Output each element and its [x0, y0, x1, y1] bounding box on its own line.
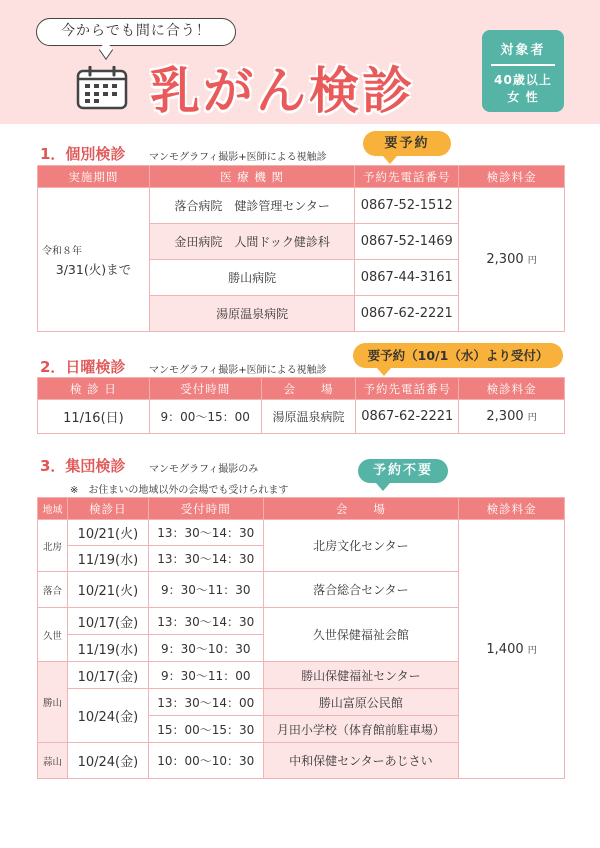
date-cell: 10/21(火) — [67, 520, 148, 546]
col-header: 予約先電話番号 — [355, 166, 459, 188]
tel-cell: 0867-62-2221 — [356, 400, 459, 434]
table-header-row — [38, 378, 565, 400]
section3-subtitle: マンモグラフィ撮影のみ — [149, 464, 259, 475]
period-era: 令和８年 — [42, 245, 82, 257]
col-header: 検診料金 — [459, 498, 565, 520]
fee-value: 1,400 — [486, 641, 524, 657]
time-cell: 13：30～14：30 — [148, 520, 263, 546]
col-header: 検診料金 — [459, 378, 565, 400]
time-cell: 13：30～14：00 — [148, 689, 263, 716]
tel-cell: 0867-62-2221 — [355, 296, 459, 332]
venue-cell: 湯原温泉病院 — [261, 400, 356, 434]
date-cell: 11/19(水) — [67, 546, 148, 572]
time-cell: 9：00～15：00 — [149, 400, 261, 434]
target-label: 対象者 — [500, 43, 546, 58]
section3-table — [37, 497, 565, 779]
badge-tail — [376, 483, 390, 491]
target-age: 40歳以上 — [494, 72, 552, 87]
period-date: 3/31(火)まで — [55, 261, 132, 277]
time-cell: 13：30～14：30 — [148, 546, 263, 572]
org-cell: 落合病院 健診管理センター — [149, 188, 355, 224]
date-cell: 11/16(日) — [38, 400, 150, 434]
table-header-row — [38, 498, 565, 520]
org-cell: 勝山病院 — [149, 260, 355, 296]
section2-subtitle: マンモグラフィ撮影+医師による視触診 — [149, 365, 327, 376]
speech-bubble — [36, 18, 236, 46]
time-cell: 9：30～11：30 — [148, 572, 263, 608]
col-header: 地域 — [38, 498, 68, 520]
date-cell: 10/17(金) — [67, 608, 148, 635]
badge-tail — [383, 156, 397, 164]
venue-cell: 北房文化センター — [263, 520, 459, 572]
section3-title: 3．集団検診 — [40, 457, 126, 475]
yen-unit: 円 — [527, 256, 537, 266]
col-header: 予約先電話番号 — [356, 378, 459, 400]
area-cell: 勝山 — [38, 662, 68, 743]
target-gender: 女 性 — [507, 89, 539, 104]
org-cell: 湯原温泉病院 — [149, 296, 355, 332]
time-cell: 13：30～14：30 — [148, 608, 263, 635]
venue-cell: 勝山富原公民館 — [263, 689, 459, 716]
tel-cell: 0867-52-1512 — [355, 188, 459, 224]
tel-cell: 0867-44-3161 — [355, 260, 459, 296]
col-header: 会 場 — [261, 378, 356, 400]
section2-reserve-badge — [353, 343, 563, 368]
area-cell: 久世 — [38, 608, 68, 662]
table-header-row — [38, 166, 565, 188]
yen-unit: 円 — [527, 645, 537, 656]
section1-reserve-badge — [363, 131, 451, 156]
area-cell: 蒜山 — [38, 743, 68, 779]
section3-badge-text: 予約不要 — [372, 463, 433, 478]
time-cell: 9：30～11：00 — [148, 662, 263, 689]
time-cell: 10：00～10：30 — [148, 743, 263, 779]
section2-title: 2．日曜検診 — [40, 358, 126, 376]
date-cell: 10/17(金) — [67, 662, 148, 689]
section1-subtitle: マンモグラフィ撮影+医師による視触診 — [149, 152, 327, 163]
section1-title: 1．個別検診 — [40, 145, 126, 163]
section1-badge-text: 要予約 — [384, 136, 430, 151]
date-cell: 10/24(金) — [67, 743, 148, 779]
col-header: 実施期間 — [38, 166, 150, 188]
table-row — [38, 400, 565, 434]
date-cell: 10/21(火) — [67, 572, 148, 608]
period-cell — [38, 188, 150, 332]
area-cell: 北房 — [38, 520, 68, 572]
target-divider — [491, 64, 555, 66]
date-cell: 11/19(水) — [67, 635, 148, 662]
calendar-icon — [76, 66, 128, 110]
table-row — [38, 520, 565, 546]
yen-unit: 円 — [527, 413, 537, 423]
col-header: 検診日 — [67, 498, 148, 520]
section2-table — [37, 377, 565, 434]
area-cell: 落合 — [38, 572, 68, 608]
col-header: 受付時間 — [148, 498, 263, 520]
col-header: 受付時間 — [149, 378, 261, 400]
table-row — [38, 188, 565, 224]
col-header: 医 療 機 関 — [149, 166, 355, 188]
fee-cell — [459, 400, 565, 434]
venue-cell: 月田小学校（体育館前駐車場） — [263, 716, 459, 743]
fee-value: 2,300 — [486, 252, 524, 267]
venue-cell: 中和保健センターあじさい — [263, 743, 459, 779]
org-cell: 金田病院 人間ドック健診科 — [149, 224, 355, 260]
col-header: 会 場 — [263, 498, 459, 520]
fee-cell — [459, 520, 565, 779]
venue-cell: 久世保健福祉会館 — [263, 608, 459, 662]
fee-cell — [459, 188, 565, 332]
time-cell: 9：30～10：30 — [148, 635, 263, 662]
section3-no-reserve-badge — [358, 459, 448, 483]
date-cell: 10/24(金) — [67, 689, 148, 743]
venue-cell: 勝山保健福祉センター — [263, 662, 459, 689]
section1-table — [37, 165, 565, 332]
time-cell: 15：00～15：30 — [148, 716, 263, 743]
venue-cell: 落合総合センター — [263, 572, 459, 608]
col-header: 検診料金 — [459, 166, 565, 188]
section3-note: ※ お住まいの地域以外の会場でも受けられます — [70, 485, 289, 496]
badge-tail — [377, 368, 391, 376]
tel-cell: 0867-52-1469 — [355, 224, 459, 260]
target-badge — [482, 30, 564, 112]
col-header: 検 診 日 — [38, 378, 150, 400]
page-title: 乳がん検診 — [150, 62, 415, 120]
bubble-text: 今からでも間に合う！ — [61, 23, 211, 39]
fee-value: 2,300 — [486, 409, 524, 424]
section2-badge-text: 要予約（10/1（水）より受付） — [367, 348, 549, 363]
